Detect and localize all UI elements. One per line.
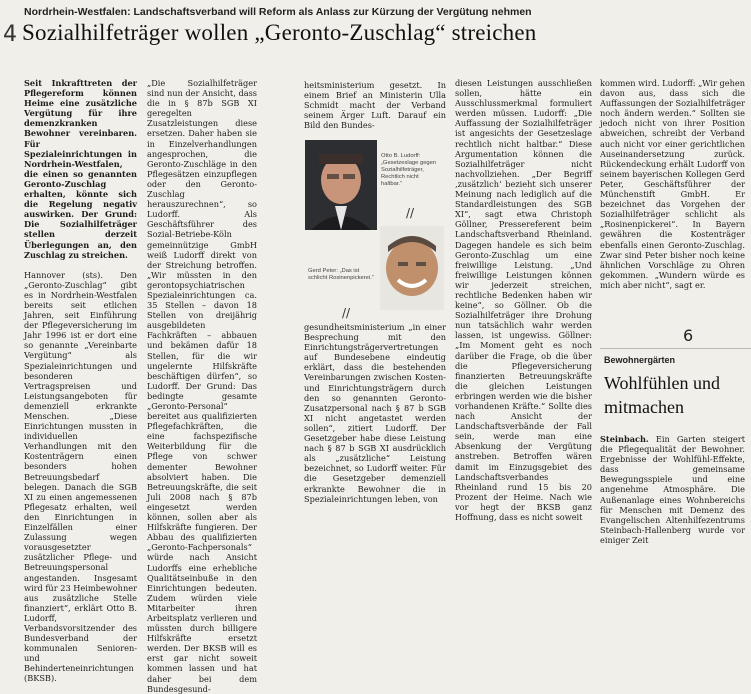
caption-mark: // xyxy=(342,306,351,320)
section-body xyxy=(600,434,745,545)
handwritten-mark: 6 xyxy=(683,326,694,345)
section-divider xyxy=(600,348,751,349)
headline: Sozialhilfeträger wollen „Geronto-Zuschlag“ streichen xyxy=(22,20,537,45)
column-5 xyxy=(600,78,745,340)
photo-peter xyxy=(380,226,444,310)
column-1 xyxy=(24,78,137,684)
photo-caption: Otto B. Ludorff: „Gesetzeslage gegen Sozialhilfeträger, Rechtlich nicht haltbar.“ xyxy=(381,153,437,187)
body-paragraph: heitsministerium gesetzt. In einem Brief an Ministerin Ulla Schmidt macht der Verband seinem Ärger Luft. Darauf ein Bild den Bundes- xyxy=(304,80,446,131)
section-title: Wohlfühlen und mitmachen xyxy=(604,373,721,417)
column-3-top xyxy=(304,80,446,130)
column-2 xyxy=(147,78,257,694)
body-paragraph: gesundheitsministerium „in einer Besprechung mit den Einrichtungsträgervertretungen auf Bundesebene eindeutig erklärt, dass die bestehenden Vereinbarungen zwischen Kosten- und Einrichtungsträgern durch den so genannten Geronto-Zusatzpersonal nach § 87 b SGB XI nicht angetastet werden sollen“, zitiert Ludorff. Der Gesetzgeber habe diese Leistung nach § 87 b SGB XI ausdrücklich als „zusätzliche“ Leistung bezeichnet, so Ludorff weiter. Für die Gesetzgeber demenziell erkrankte Bewohner die in Spezialeinrichtungen leben, von xyxy=(304,322,446,504)
photo-ludorff xyxy=(305,140,377,230)
kicker: Nordrhein-Westfalen: Landschaftsverband will Reform als Anlass zur Kürzung der Vergütung nehmen xyxy=(24,6,532,18)
section-label: Bewohnergärten xyxy=(604,355,676,365)
lead-paragraph: Seit Inkrafttreten der Pflegereform können Heime eine zusätzliche Vergütung für ihre demenzkranken Bewohner vereinbaren. Für Spezialeinrichtungen in Nordrhein-Westfalen, die einen so genannten Geronto-Zuschlag erhalten, könnte sich die Regelung negativ auswirken. Der Grund: Die Sozialhilfeträger stellen derzeit Überlegungen an, den Zuschlag zu streichen. xyxy=(24,78,137,260)
column-3-bottom xyxy=(304,322,446,565)
body-paragraph: „Die Sozialhilfeträger sind nun der Ansicht, dass die in § 87b SGB XI geregelten Zusatzleistungen diese ersetzen. Daher haben sie in Einzelverhandlungen angesprochen, die Geronto-Zuschläge in den Pflegesätzen einzupflegen oder den Geronto-Zuschlag herauszurechnen“, so Ludorff. Als Geschäftsführer des Sozial-Betriebe-Köln gemeinnützige GmbH weiß Ludorff direkt von der Streichung betroffen. „Wir müssten in den gerontopsychiatrischen Spezialeinrichtungen ca. 35 Stellen – davon 18 Stellen von dreijährig ausgebildeten Fachkräften – abbauen und bekämen dafür 18 Stellen, für die wir ungelernte Hilfskräfte beschäftigen dürfen“, so Ludorff. Der Grund: Das bedingte gesamte „Geronto-Personal“ bereitet aus qualifizierten Pflegefachkräften, die eine fachspezifische Weiterbildung für die Pflege von schwer dementer Bewohner absolviert haben. Die Betreuungskräfte, die seit Juli 2008 nach § 87b eingesetzt werden können, sollen aber als Hilfskräfte fungieren. Der Abbau des qualifizierten „Geronto-Fachpersonals“ würde nach Ansicht Ludorffs eine erhebliche Qualitätseinbuße in den Einrichtungen bedeuten. Zudem würden viele Mitarbeiter ihren Arbeitsplatz verlieren und müssten durch billigere Hilfskräfte ersetzt werden. Der BKSB will es erst gar nicht soweit kommen lassen und hat daher bei dem Bundesgesund- xyxy=(147,78,257,694)
column-4 xyxy=(455,78,592,565)
body-paragraph: kommen wird. Ludorff: „Wir gehen davon aus, dass sich die Auffassungen der Sozialhilfeträger noch ändern werden.“ Sollten sie jedoch nicht von ihrer Position abweichen, schreibt der Verband auch nicht vor einer gerichtlichen Auseinandersetzung zurück. Rückendeckung erhält Ludorff von seinem bayerischen Kollegen Gerd Peter, Geschäftsführer der Münchenstift GmbH. Er bezeichnet das Vorgehen der Sozialhilfeträger schlicht als „Rosinenpickerei“. In Bayern gewähren die Kostenträger ebenfalls einen Geronto-Zuschlag. Zwar sind Peter bisher noch keine ähnlichen Vorschläge zu Ohren gekommen. „Wundern würde es mich aber nicht“, sagt er. xyxy=(600,78,745,290)
dateline: Steinbach. xyxy=(600,434,649,444)
body-text: Ein Garten steigert die Pflegequalität der Bewohner. Ergebnisse der Wohlfühl-Effekte, dass gemeinsame Bewegungsspiele und eine angenehme Atmosphäre. Die Außenanlage eines Wohnbereichs für Menschen mit Demenz des Evangelischen Altenhilfezentrums Steinbach-Hallenberg wurde vor einiger Zeit xyxy=(600,434,745,545)
body-paragraph: Hannover (sts). Den „Geronto-Zuschlag“ gibt es in Nordrhein-Westfalen bereits seit etlichen Jahren, seit Einführung der Pflegeversicherung im Jahr 1996 ist er dort eine so genannte „Vereinbarte Vergütung“ als Spezialeinrichtungen und besonderen Vertragspreisen und Leistungsangeboten für demenziell erkrankte Menschen. „Diese Einrichtungen mussten in individuellen Verhandlungen mit den Kostenträgern einen besonders hohen Betreuungsbedarf belegen. Danach die SGB XI zu einen angemessenen Pflegesatz erhalten, weil den Einrichtungen in Einzelfällen einer Zulassung wegen vorausgesetzter zusätzlicher Pflege- und Betreuungspersonal angestanden. Insgesamt wird für 23 Heimbewohner aus zusätzliche Stelle finanziert“, erklärt Otto B. Ludorff, Verbandsvorsitzender des Bundesverband der kommunalen Senioren- und Behinderteneinrichtungen (BKSB). xyxy=(24,269,137,684)
caption-mark: // xyxy=(406,206,415,220)
photo-caption: Gerd Peter: „Das ist schlicht Rosinenpickerei.“ xyxy=(308,268,374,281)
margin-mark: 4 xyxy=(3,22,17,47)
body-paragraph: diesen Leistungen ausschließen sollen, hätte ein Ausschlussmerkmal formuliert werden müssen. Ludorff: „Die Auffassung der Sozialhilfeträger ist angesichts der Gesetzeslage rechtlich nicht haltbar.“ Diese Argumentation können die Sozialhilfeträger nicht nachvollziehen. „Der Begriff ‚zusätzlich‘ bezieht sich unserer Meinung nach lediglich auf die Standardleistungen des SGB XI“, sagt etwa Christoph Göllner, Pressereferent beim Landschaftsverband Rheinland. Dagegen handele es sich beim Geronto-Zuschlag um eine freiwillige Leistung. „Und freiwillige Leistungen können wir jederzeit streichen, rechtliche Bedenken haben wir keine“, so Göllner. Ob die Sozialhilfeträger ihre Drohung nun tatsächlich wahr werden lassen, ist ungewiss. Göllner: „Im Moment geht es noch darüber die Frage, ob die über die Pflegeversicherung finanzierten Betreuungskräfte die gleichen Leistungen erbringen werden wie die bisher vorhandenen Kräfte.“ Sollte dies nach Ansicht der Landschaftsverbände der Fall sein, werde man eine Absenkung der Vergütung anstreben. Betroffen wären damit im Einzugsgebiet des Landschaftsverbandes Rheinland rund 15 bis 20 Prozent der Heime. Nach wie vor hegt der BKSB ganz Hoffnung, dass es nicht soweit xyxy=(455,78,592,523)
